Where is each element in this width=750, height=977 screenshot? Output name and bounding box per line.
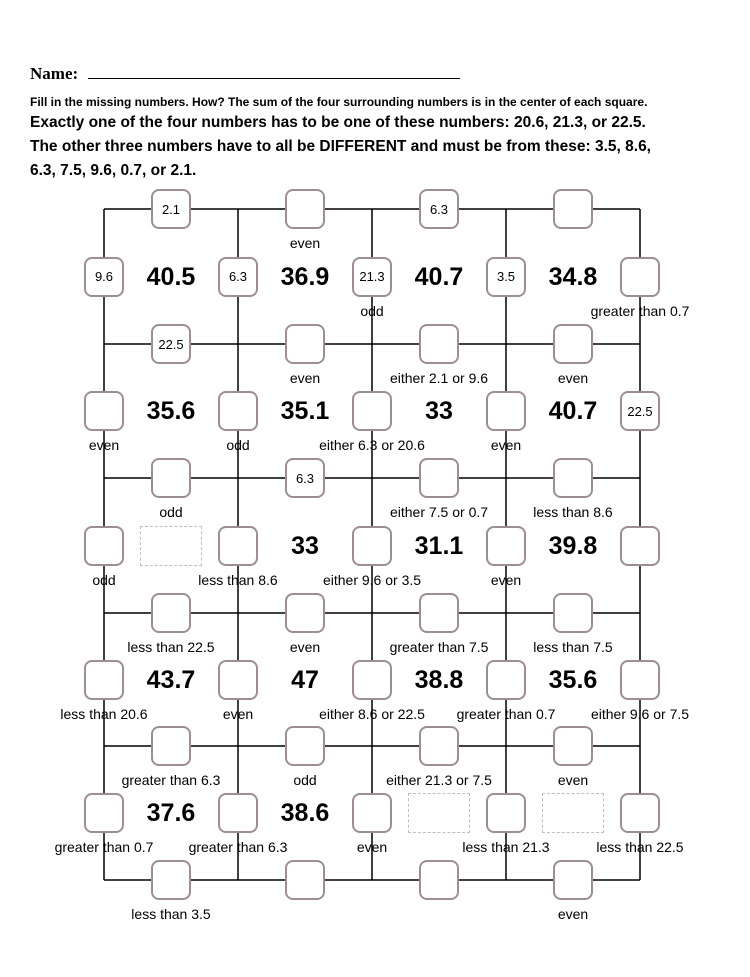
edge-box-h-2-3[interactable]	[553, 458, 593, 498]
center-sum-blank-4-2[interactable]	[408, 793, 470, 833]
edge-hint-v-0-2: odd	[360, 302, 384, 319]
edge-box-h-2-1[interactable]	[285, 458, 325, 498]
edge-hint-v-3-1: even	[222, 705, 254, 722]
instruction-line-4: 6.3, 7.5, 9.6, 0.7, or 2.1.	[30, 162, 197, 179]
given-number: 3.5	[496, 269, 516, 284]
edge-hint-v-4-3: less than 21.3	[462, 839, 550, 855]
edge-hint-v-4-1: greater than 6.3	[188, 839, 288, 855]
center-sum-3-2: 38.8	[414, 665, 464, 694]
name-label: Name:	[30, 64, 79, 83]
edge-hint-v-2-0: odd	[92, 571, 116, 588]
edge-box-v-4-1[interactable]	[218, 793, 258, 833]
given-number: 6.3	[429, 201, 449, 217]
edge-hint-h-2-2: either 7.5 or 0.7	[389, 504, 489, 520]
edge-box-h-5-3[interactable]	[553, 860, 593, 900]
edge-hint-v-1-2: either 6.3 or 20.6	[319, 437, 425, 453]
center-sum-0-1: 36.9	[280, 262, 330, 291]
center-sum-3-0: 43.7	[146, 665, 196, 694]
center-sum-1-0: 35.6	[146, 397, 196, 425]
instruction-line-3: The other three numbers have to all be DIFFERENT and must be from these: 3.5, 8.6,	[30, 138, 651, 155]
edge-hint-h-2-3: less than 8.6	[533, 504, 613, 520]
edge-box-v-0-2[interactable]	[352, 257, 392, 297]
given-number: 6.3	[295, 470, 315, 486]
edge-hint-v-4-2: even	[356, 839, 388, 855]
edge-hint-v-4-4: less than 22.5	[596, 839, 684, 855]
edge-hint-h-1-1: even	[289, 370, 321, 386]
edge-box-v-2-3[interactable]	[486, 526, 526, 566]
given-number: 22.5	[158, 336, 184, 352]
center-sum-blank-2-0[interactable]	[140, 526, 202, 566]
center-sum-2-3: 39.8	[548, 531, 598, 560]
edge-hint-h-4-2: either 21.3 or 7.5	[386, 772, 492, 788]
instruction-line-2: Exactly one of the four numbers has to be one of these numbers: 20.6, 21.3, or 22.5.	[30, 114, 646, 131]
edge-box-h-3-2[interactable]	[419, 593, 459, 633]
edge-hint-v-2-1: less than 8.6	[198, 571, 278, 588]
edge-box-v-4-2[interactable]	[352, 793, 392, 833]
center-sum-3-1: 47	[291, 665, 319, 694]
edge-box-h-3-1[interactable]	[285, 593, 325, 633]
center-sum-1-1: 35.1	[280, 397, 330, 425]
given-number: 6.3	[228, 269, 248, 284]
edge-hint-h-3-3: less than 7.5	[533, 639, 613, 655]
edge-box-h-3-3[interactable]	[553, 593, 593, 633]
center-sum-0-3: 34.8	[548, 262, 598, 291]
edge-box-h-0-3[interactable]	[553, 189, 593, 229]
edge-hint-h-4-3: even	[557, 772, 589, 788]
edge-box-v-1-2[interactable]	[352, 391, 392, 431]
edge-hint-v-4-0: greater than 0.7	[54, 839, 154, 855]
edge-box-v-2-0[interactable]	[84, 526, 124, 566]
center-sum-2-2: 31.1	[414, 531, 464, 560]
edge-box-v-0-4[interactable]	[620, 257, 660, 297]
edge-box-v-4-3[interactable]	[486, 793, 526, 833]
center-sum-1-2: 33	[425, 397, 453, 425]
instruction-line-1: Fill in the missing numbers. How? The sum of the four surrounding numbers is in the center of each square.	[30, 95, 648, 109]
edge-box-v-3-3[interactable]	[486, 660, 526, 700]
edge-box-v-1-4[interactable]	[620, 391, 660, 431]
edge-hint-h-3-1: even	[289, 639, 321, 655]
edge-hint-h-5-3: even	[557, 906, 589, 922]
edge-box-h-5-0[interactable]	[151, 860, 191, 900]
center-sum-4-1: 38.6	[280, 799, 330, 827]
edge-hint-h-0-1: even	[289, 235, 321, 251]
given-number: 2.1	[161, 201, 181, 217]
edge-box-v-4-4[interactable]	[620, 793, 660, 833]
edge-box-v-4-0[interactable]	[84, 793, 124, 833]
edge-box-v-3-0[interactable]	[84, 660, 124, 700]
edge-box-h-1-1[interactable]	[285, 324, 325, 364]
edge-box-h-0-1[interactable]	[285, 189, 325, 229]
edge-box-h-4-2[interactable]	[419, 726, 459, 766]
edge-box-h-4-0[interactable]	[151, 726, 191, 766]
edge-hint-v-3-3: greater than 0.7	[456, 705, 556, 722]
edge-box-v-0-3[interactable]	[486, 257, 526, 297]
given-number: 22.5	[627, 403, 653, 419]
edge-box-h-1-0[interactable]	[151, 324, 191, 364]
edge-hint-v-1-3: even	[490, 437, 522, 453]
center-sum-2-1: 33	[291, 531, 319, 560]
edge-box-h-4-3[interactable]	[553, 726, 593, 766]
given-number: 9.6	[94, 269, 114, 284]
center-sum-blank-4-3[interactable]	[542, 793, 604, 833]
edge-box-h-5-1[interactable]	[285, 860, 325, 900]
edge-hint-h-4-1: odd	[293, 772, 317, 788]
edge-hint-h-2-0: odd	[159, 504, 183, 520]
edge-box-v-1-1[interactable]	[218, 391, 258, 431]
edge-hint-v-3-0: less than 20.6	[60, 705, 148, 722]
center-sum-0-0: 40.5	[146, 262, 196, 291]
edge-box-v-2-1[interactable]	[218, 526, 258, 566]
edge-box-v-0-1[interactable]	[218, 257, 258, 297]
edge-box-v-3-2[interactable]	[352, 660, 392, 700]
edge-box-h-0-0[interactable]	[151, 189, 191, 229]
edge-hint-h-4-0: greater than 6.3	[121, 772, 221, 788]
edge-box-v-1-0[interactable]	[84, 391, 124, 431]
given-number: 21.3	[359, 269, 385, 284]
center-sum-3-3: 35.6	[548, 665, 598, 694]
edge-box-h-2-2[interactable]	[419, 458, 459, 498]
edge-box-v-0-0[interactable]	[84, 257, 124, 297]
center-sum-4-0: 37.6	[146, 799, 196, 827]
edge-box-v-3-1[interactable]	[218, 660, 258, 700]
edge-box-v-2-4[interactable]	[620, 526, 660, 566]
edge-box-v-3-4[interactable]	[620, 660, 660, 700]
edge-hint-h-5-0: less than 3.5	[131, 906, 211, 922]
edge-box-h-1-2[interactable]	[419, 324, 459, 364]
edge-hint-v-1-0: even	[88, 437, 120, 453]
center-sum-1-3: 40.7	[548, 397, 598, 425]
edge-hint-h-1-3: even	[557, 370, 589, 386]
edge-box-h-3-0[interactable]	[151, 593, 191, 633]
edge-box-h-0-2[interactable]	[419, 189, 459, 229]
edge-box-h-2-0[interactable]	[151, 458, 191, 498]
edge-box-v-2-2[interactable]	[352, 526, 392, 566]
center-sum-0-2: 40.7	[414, 262, 464, 291]
edge-hint-v-1-1: odd	[226, 437, 250, 453]
edge-box-v-1-3[interactable]	[486, 391, 526, 431]
edge-hint-h-3-2: greater than 7.5	[389, 639, 489, 655]
edge-box-h-1-3[interactable]	[553, 324, 593, 364]
edge-hint-v-3-2: either 8.6 or 22.5	[319, 705, 425, 722]
edge-hint-v-2-2: either 9.6 or 3.5	[322, 571, 422, 588]
edge-box-h-5-2[interactable]	[419, 860, 459, 900]
edge-box-h-4-1[interactable]	[285, 726, 325, 766]
edge-hint-v-3-4: either 9.6 or 7.5	[590, 705, 690, 722]
edge-hint-h-3-0: less than 22.5	[127, 639, 215, 655]
edge-hint-v-2-3: even	[490, 571, 522, 588]
edge-hint-v-0-4: greater than 0.7	[590, 302, 690, 319]
edge-hint-h-1-2: either 2.1 or 9.6	[389, 370, 489, 386]
